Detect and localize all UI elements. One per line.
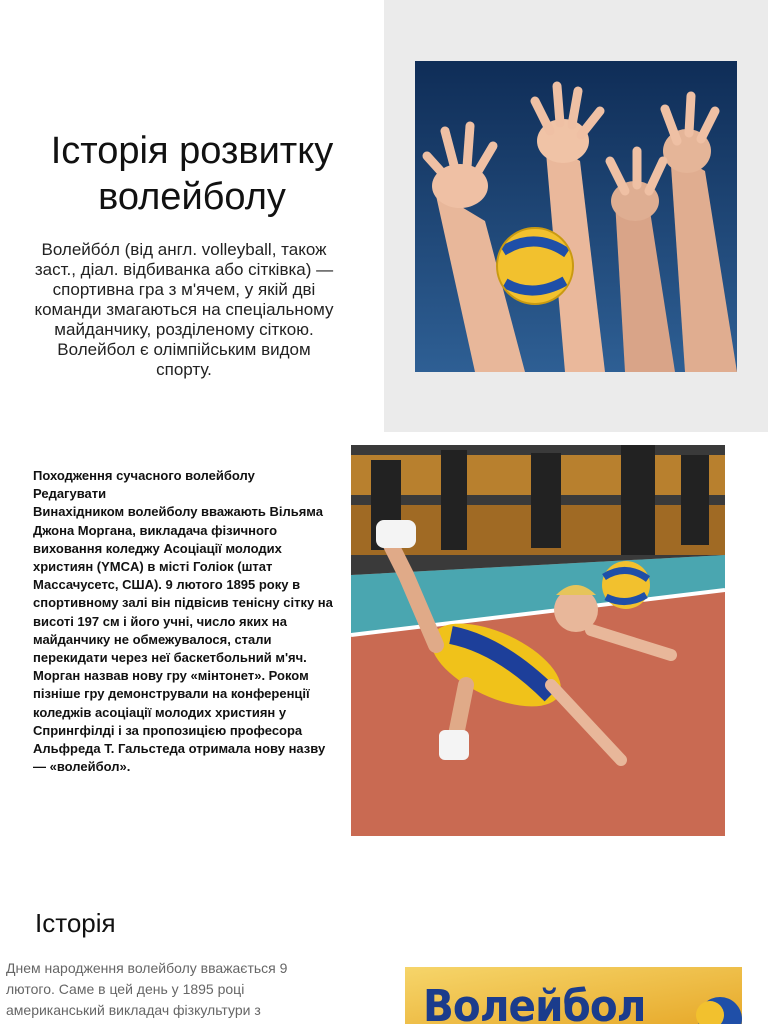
volleyball-ball-2 [602,561,650,609]
edit-link[interactable]: Редагувати [33,486,107,502]
origin-section-text [33,467,333,776]
volleyball-player-image [351,445,725,836]
volleyball-player-illustration [351,445,725,836]
origin-heading: Походження сучасного волейболу [33,468,255,483]
volleyball-poster-image [405,967,742,1024]
volleyball-hands-image [415,61,737,372]
poster-word: Волейбол [423,981,646,1024]
volleyball-hands-illustration [415,61,737,372]
history-paragraph: Днем народження волейболу вважається 9 лютого. Саме в цей день у 1895 році американський викладач фізкультури з [6,960,288,1018]
history-heading: Історія [35,908,116,938]
origin-body: Винахідником волейболу вважають Вільяма Джона Моргана, викладача фізичного виховання коледжу Асоціації молодих християн (YMCA) в місті Голіок (штат Массачусетс, США). 9 лютого 1895 року в спортивному залі він підвісив тенісну сітку на висоті 197 см і його учні, число яких на майданчику не обмежувалося, стали перекидати через неї баскетбольний м'яч. Морган назвав нову гру «мінтонет». Роком пізніше гру демонстрували на конференції коледжів асоціації молодих християн у Спрингфілді і за пропозицією професора Альфреда Т. Гальстеда отримала нову назву — «волейбол». [33,504,333,775]
volleyball-ball [497,228,573,304]
page-title [20,128,364,220]
intro-paragraph: Волейбо́л (від англ. volleyball, також заст., діал. відбиванка або сітківка) — спортивна гра з м'ячем, у якій дві команди змагаються на спеціальному майданчику, розділеному сіткою. Волейбол є олімпійським видом спорту. [34,240,334,379]
title-line-2: волейболу [98,176,286,218]
title-line-1: Історія розвитку [50,130,334,172]
